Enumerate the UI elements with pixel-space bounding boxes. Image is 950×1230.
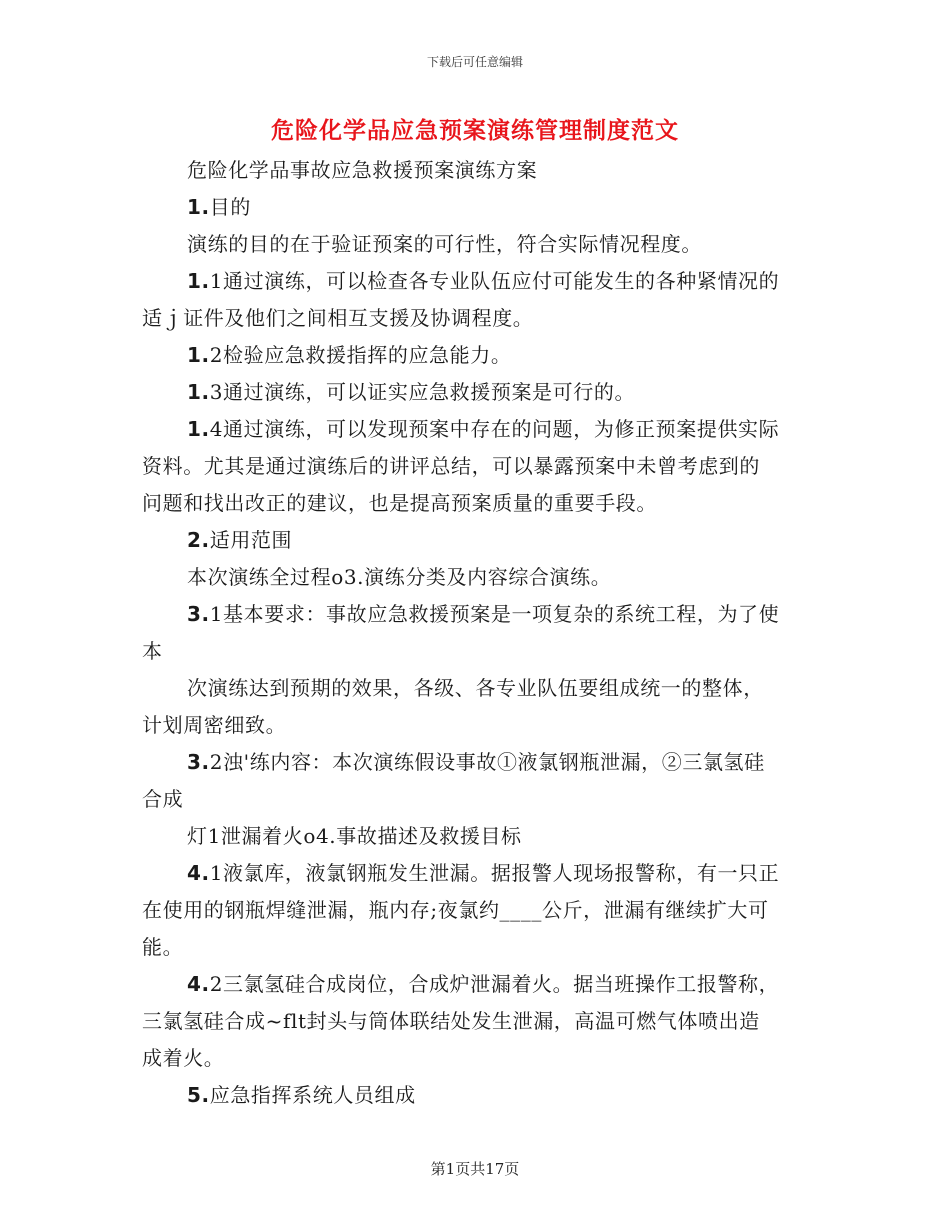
- numbered-line: 3.2浊'练内容：本次演练假设事故①液氯钢瓶泄漏，②三氯氢硅: [187, 750, 765, 774]
- page-header-note: 下载后可任意编辑: [426, 55, 523, 69]
- page-footer: 第1页共17页: [430, 1160, 520, 1178]
- section-heading: 5.应急指挥系统人员组成: [187, 1083, 416, 1107]
- body-line: 本: [142, 639, 163, 663]
- body-line: 灯1泄漏着火o4.事故描述及救援目标: [187, 824, 522, 848]
- numbered-line: 3.1基本要求：事故应急救援预案是一项复杂的系统工程，为了使: [187, 602, 780, 626]
- numbered-line: 4.1液氯库，液氯钢瓶发生泄漏。据报警人现场报警称，有一只正: [187, 861, 780, 885]
- body-line: 次演练达到预期的效果，各级、各专业队伍要组成统一的整体，: [187, 676, 764, 700]
- body-line: 三氯氢硅合成~flt封头与筒体联结处发生泄漏，高温可燃气体喷出造: [142, 1009, 760, 1033]
- section-heading: 2.适用范围: [187, 528, 293, 552]
- body-line: 资料。尤其是通过演练后的讲评总结，可以暴露预案中未曾考虑到的: [142, 454, 760, 478]
- body-line: 本次演练全过程o3.演练分类及内容综合演练。: [187, 565, 612, 589]
- numbered-line: 1.3通过演练，可以证实应急救援预案是可行的。: [187, 380, 636, 404]
- numbered-line: 4.2三氯氢硅合成岗位，合成炉泄漏着火。据当班操作工报警称，: [187, 972, 780, 996]
- numbered-line: 1.1通过演练，可以检查各专业队伍应付可能发生的各种紧情况的: [187, 269, 780, 293]
- body-line: 危险化学品事故应急救援预案演练方案: [187, 158, 538, 182]
- body-line: 成着火。: [142, 1046, 225, 1070]
- body-line: 能。: [142, 935, 184, 959]
- section-heading: 1.目的: [187, 195, 251, 219]
- document-title: 危险化学品应急预案演练管理制度范文: [271, 117, 679, 144]
- body-line: 问题和找出改正的建议，也是提高预案质量的重要手段。: [142, 491, 657, 515]
- body-line: 在使用的钢瓶焊缝泄漏，瓶内存;夜氯约____公斤，泄漏有继续扩大可: [142, 898, 769, 922]
- body-line: 适ｊ证件及他们之间相互支援及协调程度。: [142, 306, 534, 330]
- numbered-line: 1.2检验应急救援指挥的应急能力。: [187, 343, 512, 367]
- body-line: 合成: [142, 787, 184, 811]
- body-line: 计划周密细致。: [142, 713, 287, 737]
- numbered-line: 1.4通过演练，可以发现预案中存在的问题，为修正预案提供实际: [187, 417, 780, 441]
- body-line: 演练的目的在于验证预案的可行性，符合实际情况程度。: [187, 232, 702, 256]
